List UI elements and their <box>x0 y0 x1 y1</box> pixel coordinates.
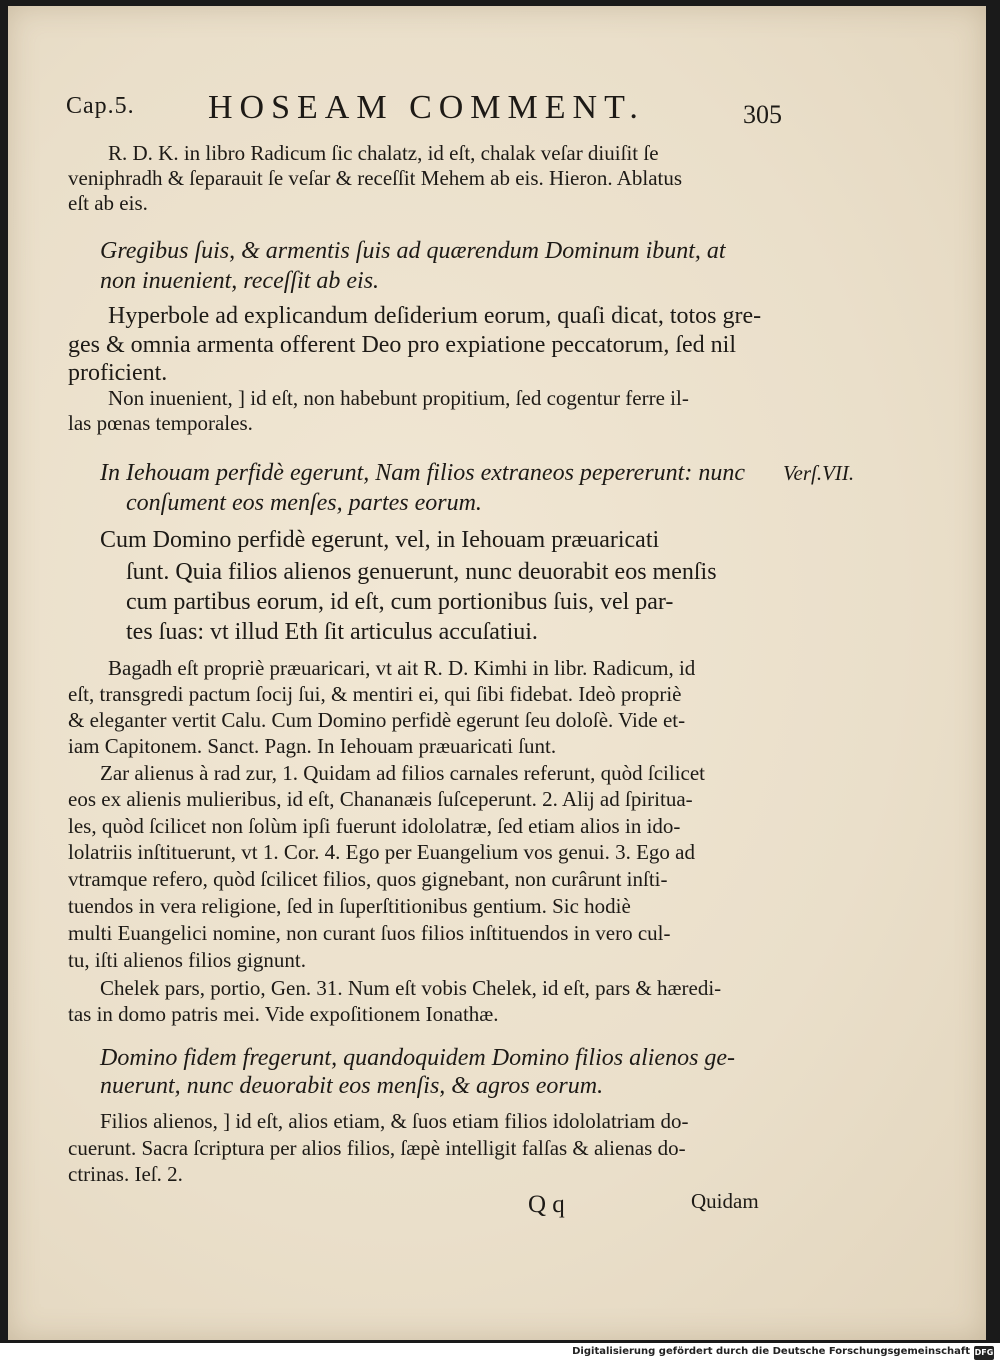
text-line: tu, iſti alienos filios gignunt. <box>68 948 306 972</box>
running-head-title: HOSEAM COMMENT. <box>208 89 645 126</box>
text-line: R. D. K. in libro Radicum ſic chalatz, id eſt, chalak veſar diuiſit ſe <box>108 141 659 165</box>
text-line: iam Capitonem. Sanct. Pagn. In Iehouam præuaricati ſunt. <box>68 734 557 758</box>
catchword: Quidam <box>691 1189 759 1213</box>
text-line: veniphradh & ſeparauit ſe veſar & receſſit Mehem ab eis. Hieron. Ablatus <box>68 166 683 190</box>
translation-line: cum partibus eorum, id eſt, cum portionibus ſuis, vel par- <box>126 589 674 615</box>
text-line: eſt, transgredi pactum ſocij ſui, & mentiri ei, qui ſibi fidebat. Ideò propriè <box>68 682 682 706</box>
text-line: lolatriis inſtituerunt, vt 1. Cor. 4. Ego per Euangelium vos genui. 3. Ego ad <box>68 840 695 864</box>
translation-line: ſunt. Quia filios alienos genuerunt, nunc deuorabit eos menſis <box>126 559 717 585</box>
dfg-logo-icon: DFG <box>974 1346 994 1360</box>
text-line: ges & omnia armenta offerent Deo pro expiatione peccatorum, ſed nil <box>68 332 736 358</box>
scripture-verse-line: non inuenient, receſſit ab eis. <box>100 268 380 294</box>
text-line: las pœnas temporales. <box>68 411 253 435</box>
running-head-chapter: Cap.5. <box>66 93 135 119</box>
text-line: cuerunt. Sacra ſcriptura per alios filios, ſæpè intelligit falſas & alienas do- <box>68 1136 686 1160</box>
scripture-verse-line: In Iehouam perfidè egerunt, Nam filios extraneos pepererunt: nunc <box>100 460 745 486</box>
digitization-footer <box>0 1343 1000 1364</box>
text-line: Zar alienus à rad zur, 1. Quidam ad filios carnales referunt, quòd ſcilicet <box>100 761 706 785</box>
text-line: & eleganter vertit Calu. Cum Domino perfidè egerunt ſeu doloſè. Vide et- <box>68 708 686 732</box>
funding-notice: Digitalisierung gefördert durch die Deutsche Forschungsgemeinschaft <box>572 1346 970 1357</box>
text-line: les, quòd ſcilicet non ſolùm ipſi fuerunt idololatræ, ſed etiam alios in ido- <box>68 814 681 838</box>
scripture-verse-line: conſument eos menſes, partes eorum. <box>126 490 482 516</box>
text-line: eos ex alienis mulieribus, id eſt, Chananæis ſuſceperunt. 2. Alij ad ſpiritua- <box>68 787 693 811</box>
book-page <box>8 6 986 1340</box>
signature-mark: Q q <box>528 1191 565 1218</box>
text-line: vtramque refero, quòd ſcilicet filios, quos gignebant, non curârunt inſti- <box>68 867 668 891</box>
text-line: Non inuenient, ] id eſt, non habebunt propitium, ſed cogentur ferre il- <box>108 386 689 410</box>
text-line: proficient. <box>68 360 168 386</box>
margin-note-verse: Verſ.VII. <box>783 461 855 485</box>
text-line: tas in domo patris mei. Vide expoſitionem Ionathæ. <box>68 1002 499 1026</box>
translation-line: tes ſuas: vt illud Eth ſit articulus accuſatiui. <box>126 619 538 645</box>
text-line: tuendos in vera religione, ſed in ſuperſtitionibus gentium. Sic hodiè <box>68 894 631 918</box>
text-line: multi Euangelici nomine, non curant ſuos filios inſtituendos in vero cul- <box>68 921 671 945</box>
text-line: Bagadh eſt propriè præuaricari, vt ait R. D. Kimhi in libr. Radicum, id <box>108 656 696 680</box>
text-line: Hyperbole ad explicandum deſiderium eorum, quaſi dicat, totos gre- <box>108 303 762 329</box>
text-line: ctrinas. Ieſ. 2. <box>68 1162 183 1186</box>
scripture-verse-line: Gregibus ſuis, & armentis ſuis ad quærendum Dominum ibunt, at <box>100 238 726 264</box>
scripture-verse-line: Domino fidem fregerunt, quandoquidem Domino filios alienos ge- <box>100 1045 736 1071</box>
page-number: 305 <box>743 100 782 129</box>
translation-line: Cum Domino perfidè egerunt, vel, in Iehouam præuaricati <box>100 527 660 553</box>
text-line: Chelek pars, portio, Gen. 31. Num eſt vobis Chelek, id eſt, pars & hæredi- <box>100 976 722 1000</box>
text-line: Filios alienos, ] id eſt, alios etiam, & ſuos etiam filios idololatriam do- <box>100 1109 689 1133</box>
scripture-verse-line: nuerunt, nunc deuorabit eos menſis, & agros eorum. <box>100 1073 604 1099</box>
text-line: eſt ab eis. <box>68 191 148 215</box>
